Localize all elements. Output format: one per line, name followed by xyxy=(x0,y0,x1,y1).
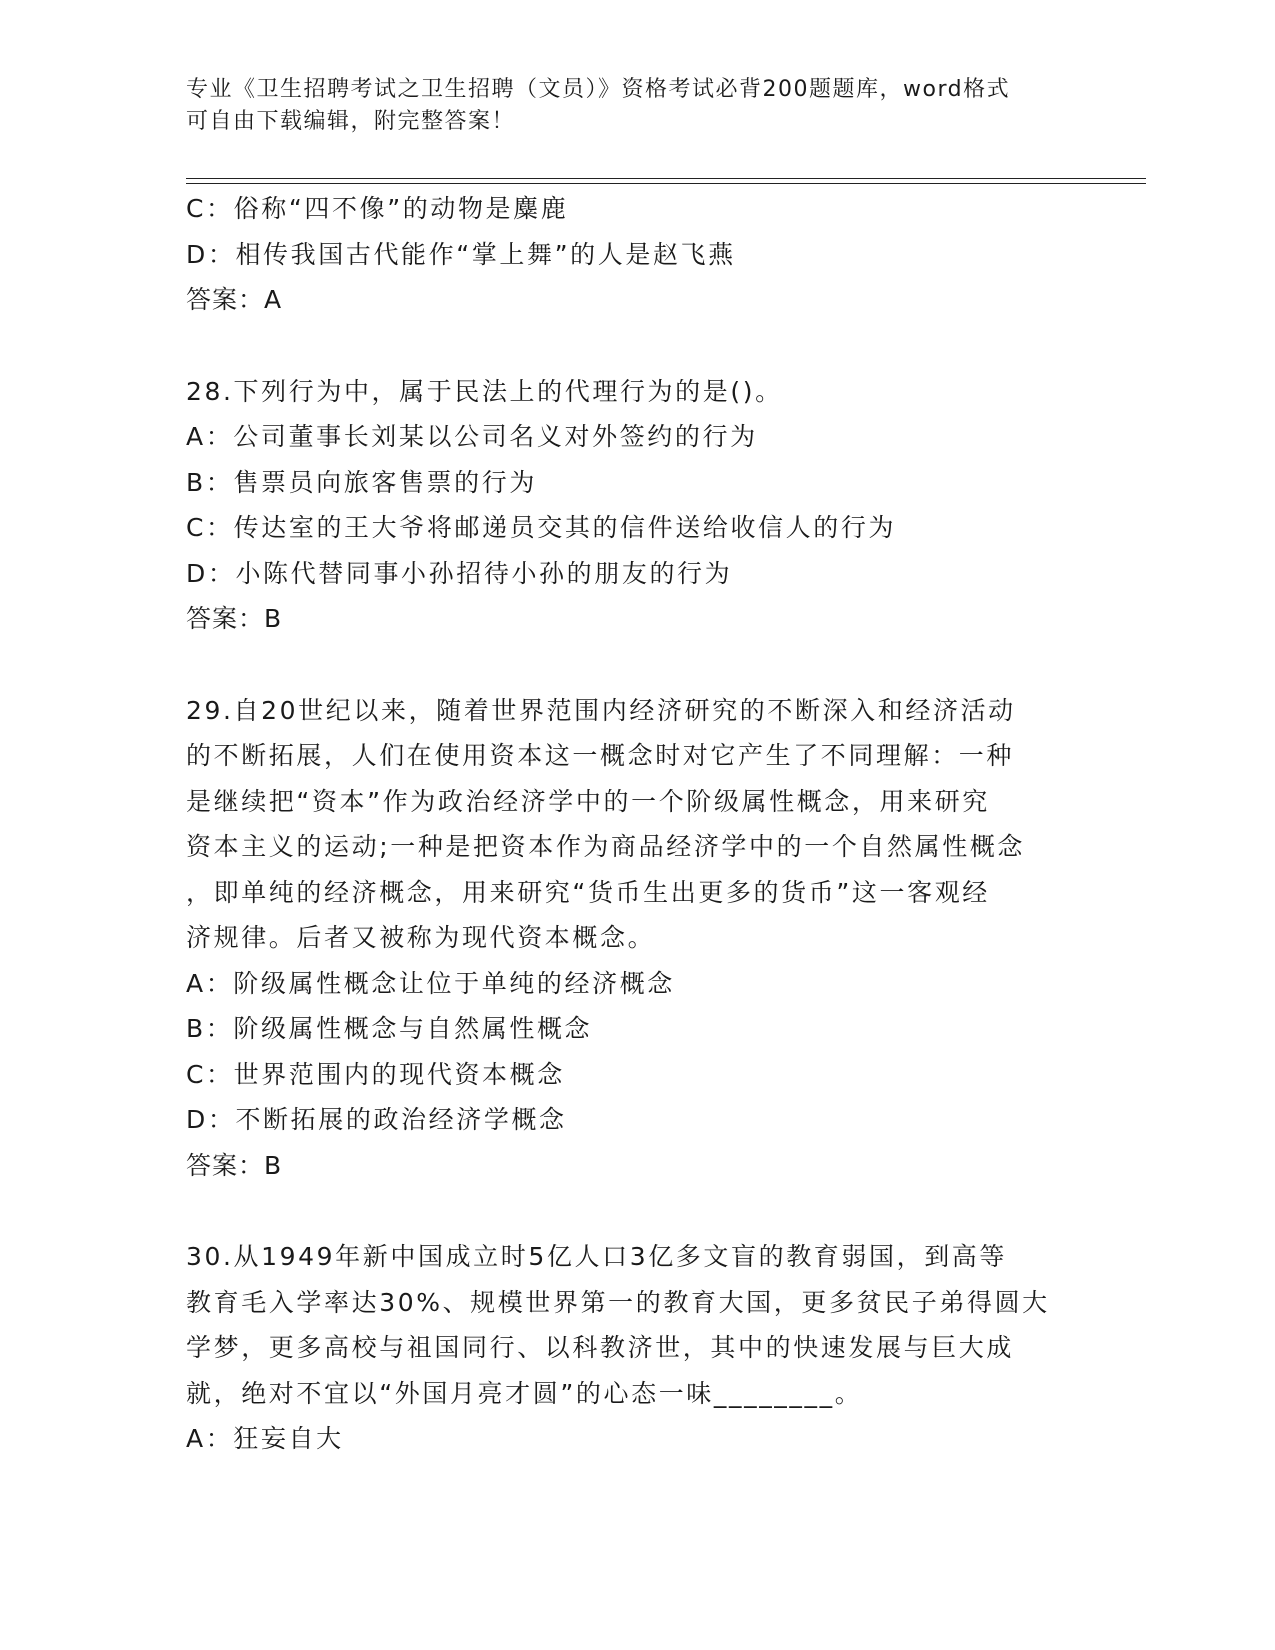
option-c: C：俗称“四不像”的动物是麋鹿 xyxy=(186,194,569,223)
header-title-line-1: 专业《卫生招聘考试之卫生招聘（文员）》资格考试必背200题题库，word格式 xyxy=(186,77,1011,102)
question-stem-line: ，即单纯的经济概念，用来研究“货币生出更多的货币”这一客观经 xyxy=(186,877,990,907)
question-stem-line: 学梦，更多高校与祖国同行、以科教济世，其中的快速发展与巨大成 xyxy=(186,1333,1015,1362)
question-content xyxy=(186,186,1086,1462)
question-stem-line: 就，绝对不宜以“外国月亮才圆”的心态一味________。 xyxy=(186,1378,863,1408)
question-block-29 xyxy=(186,688,1086,1189)
question-stem: 28.下列行为中，属于民法上的代理行为的是()。 xyxy=(186,376,783,406)
document-header xyxy=(186,74,1066,138)
header-divider-thin xyxy=(186,183,1146,184)
option-a: A：公司董事长刘某以公司名义对外签约的行为 xyxy=(186,422,758,451)
question-block-27 xyxy=(186,186,1086,323)
option-c: C：世界范围内的现代资本概念 xyxy=(186,1059,565,1089)
option-d: D：相传我国古代能作“掌上舞”的人是赵飞燕 xyxy=(186,239,736,269)
question-stem-line: 教育毛入学率达30%、规模世界第一的教育大国，更多贫民子弟得圆大 xyxy=(186,1287,1050,1317)
question-stem-line: 29.自20世纪以来，随着世界范围内经济研究的不断深入和经济活动 xyxy=(186,695,1016,725)
option-d: D：不断拓展的政治经济学概念 xyxy=(186,1105,567,1134)
spacer xyxy=(186,642,1086,688)
option-d: D：小陈代替同事小孙招待小孙的朋友的行为 xyxy=(186,558,733,588)
spacer xyxy=(186,323,1086,369)
question-stem-line: 30.从1949年新中国成立时5亿人口3亿多文盲的教育弱国，到高等 xyxy=(186,1242,1007,1271)
question-block-28 xyxy=(186,369,1086,642)
header-title-line-2: 可自由下载编辑，附完整答案！ xyxy=(186,109,516,134)
answer-label: 答案：A xyxy=(186,285,283,314)
question-stem-line: 是继续把“资本”作为政治经济学中的一个阶级属性概念，用来研究 xyxy=(186,786,990,816)
option-b: B：阶级属性概念与自然属性概念 xyxy=(186,1014,593,1043)
spacer xyxy=(186,1188,1086,1234)
question-block-30 xyxy=(186,1234,1086,1462)
header-divider-thick xyxy=(186,178,1146,179)
option-c: C：传达室的王大爷将邮递员交其的信件送给收信人的行为 xyxy=(186,513,897,542)
question-stem-line: 资本主义的运动;一种是把资本作为商品经济学中的一个自然属性概念 xyxy=(186,832,1026,861)
option-a: A：狂妄自大 xyxy=(186,1424,344,1453)
question-stem-line: 的不断拓展，人们在使用资本这一概念时对它产生了不同理解：一种 xyxy=(186,741,1015,770)
question-stem-line: 济规律。后者又被称为现代资本概念。 xyxy=(186,923,656,952)
answer-label: 答案：B xyxy=(186,1150,283,1180)
option-b: B：售票员向旅客售票的行为 xyxy=(186,467,537,497)
answer-label: 答案：B xyxy=(186,604,283,633)
option-a: A：阶级属性概念让位于单纯的经济概念 xyxy=(186,968,675,998)
